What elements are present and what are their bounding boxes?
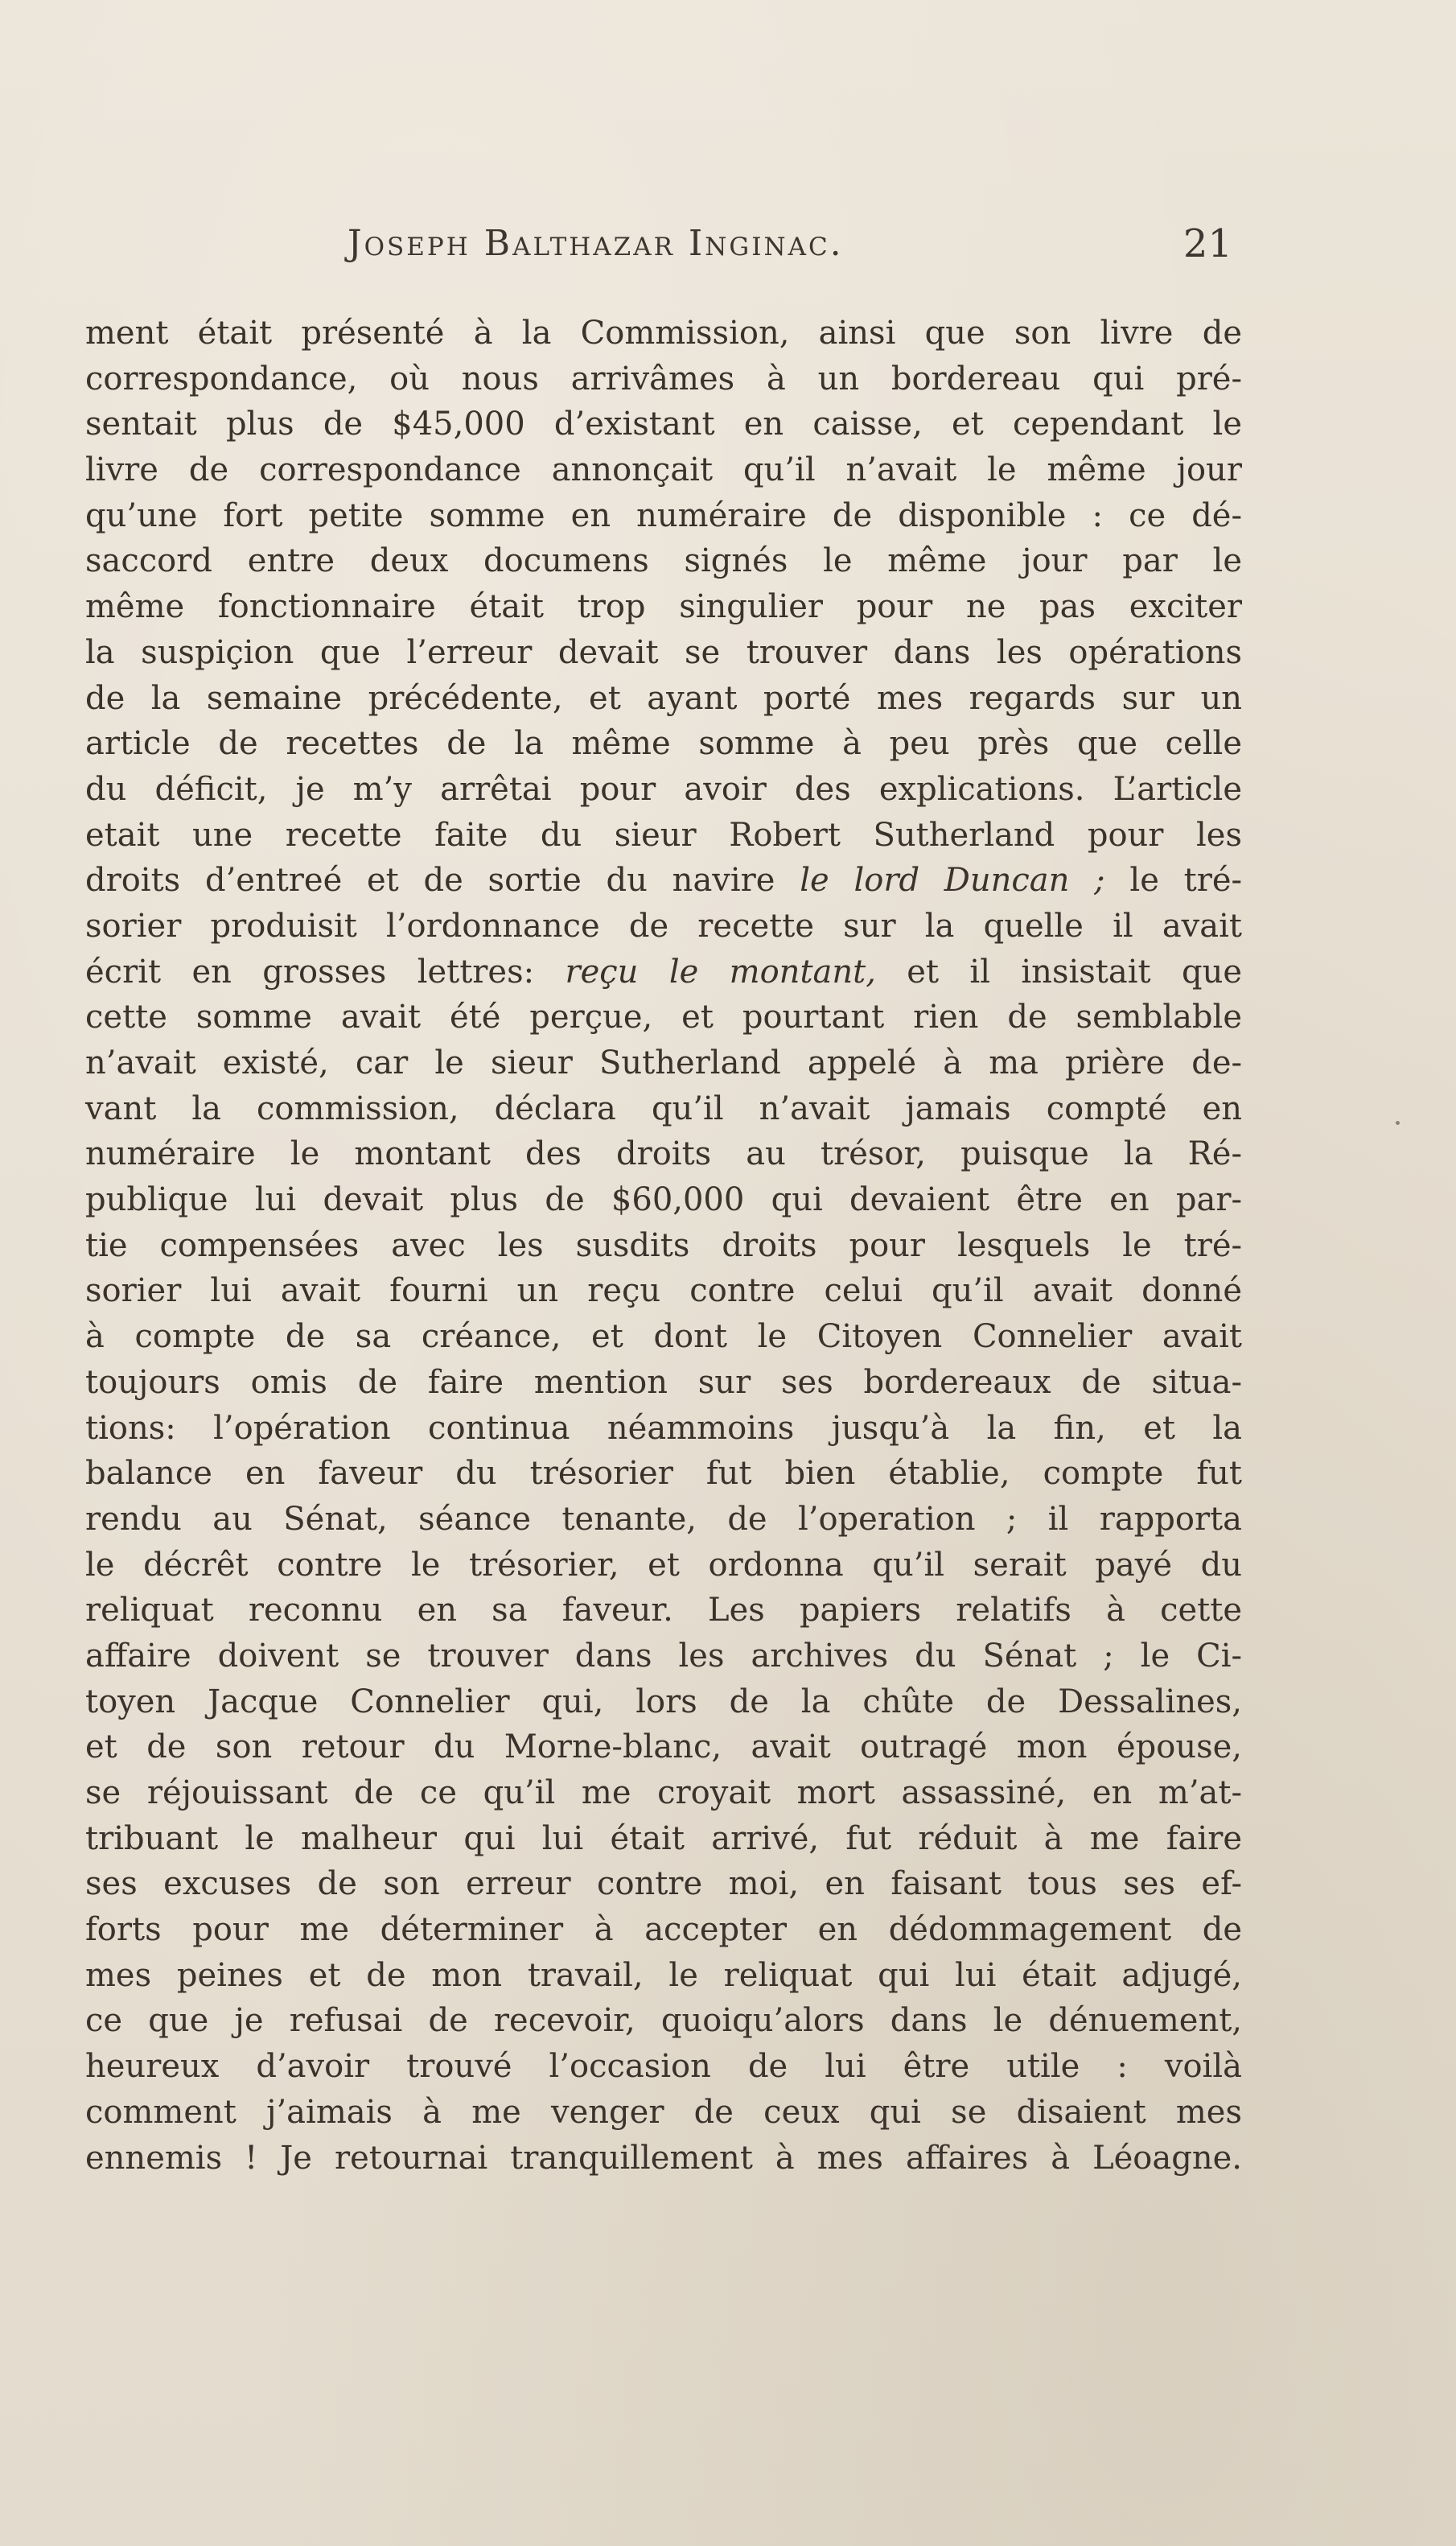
paper-speck	[1396, 1121, 1400, 1125]
text-line: saccord entre deux documens signés le même jour par le	[85, 542, 1242, 580]
running-head	[348, 216, 1232, 272]
text-line: publique lui devait plus de $60,000 qui devaient être en par-	[85, 1181, 1242, 1219]
text-line: même fonctionnaire était trop singulier pour ne pas exciter	[85, 588, 1242, 626]
text-line-final	[85, 2181, 1242, 2227]
text-line: du déficit, je m’y arrêtai pour avoir des explications. L’article	[85, 770, 1242, 808]
text-line: se réjouissant de ce qu’il me croyait mort assassiné, en m’at-	[85, 1774, 1242, 1811]
text-line: forts pour me déterminer à accepter en dédommagement de	[85, 1911, 1242, 1949]
text-line-with-italic	[85, 950, 1242, 995]
text-line: la suspiçion que l’erreur devait se trouver dans les opérations	[85, 633, 1242, 671]
text-segment: et il insistait que	[875, 953, 1242, 991]
text-line: et de son retour du Morne-blanc, avait outragé mon épouse,	[85, 1728, 1242, 1766]
ship-name-italic: le lord Duncan ;	[800, 862, 1105, 900]
text-line: de la semaine précédente, et ayant porté mes regards sur un	[85, 679, 1242, 717]
text-line-with-italic	[85, 858, 1242, 904]
text-line: à compte de sa créance, et dont le Citoyen Connelier avait	[85, 1318, 1242, 1356]
text-segment: droits d’entreé et de sortie du navire	[85, 862, 800, 900]
text-line: ses excuses de son erreur contre moi, en faisant tous ses ef-	[85, 1865, 1242, 1903]
text-line: le décrêt contre le trésorier, et ordonna qu’il serait payé du	[85, 1546, 1242, 1584]
text-line: tribuant le malheur qui lui était arrivé, fut réduit à me faire	[85, 1819, 1242, 1857]
text-line: etait une recette faite du sieur Robert Sutherland pour les	[85, 816, 1242, 854]
text-line: ce que je refusai de recevoir, quoiqu’alors dans le dénuement,	[85, 2002, 1242, 2040]
text-line: reliquat reconnu en sa faveur. Les papiers relatifs à cette	[85, 1592, 1242, 1629]
text-line: tions: l’opération continua néammoins jusqu’à la fin, et la	[85, 1409, 1242, 1447]
body-text	[85, 311, 1242, 2227]
text-line: correspondance, où nous arrivâmes à un bordereau qui pré-	[85, 360, 1242, 398]
text-segment: écrit en grosses lettres:	[85, 953, 566, 991]
text-line: sentait plus de $45,000 d’existant en caisse, et cependant le	[85, 406, 1242, 443]
text-line: article de recettes de la même somme à peu près que celle	[85, 725, 1242, 763]
text-line: mes peines et de mon travail, le reliquat qui lui était adjugé,	[85, 1956, 1242, 1994]
page-number: 21	[1182, 221, 1232, 266]
text-line: tie compensées avec les susdits droits pour lesquels le tré-	[85, 1226, 1242, 1264]
text-line: affaire doivent se trouver dans les archives du Sénat ; le Ci-	[85, 1637, 1242, 1675]
running-title: Joseph Balthazar Inginac.	[348, 223, 844, 264]
text-line: n’avait existé, car le sieur Sutherland appelé à ma prière de-	[85, 1044, 1242, 1081]
text-line: balance en faveur du trésorier fut bien établie, compte fut	[85, 1455, 1242, 1493]
text-line: toujours omis de faire mention sur ses bordereaux de situa-	[85, 1363, 1242, 1401]
text-line: livre de correspondance annonçait qu’il n’avait le même jour	[85, 451, 1242, 489]
receipt-phrase-italic: reçu le montant,	[565, 953, 876, 991]
text-line: toyen Jacque Connelier qui, lors de la chûte de Dessalines,	[85, 1683, 1242, 1720]
text-line: rendu au Sénat, séance tenante, de l’operation ; il rapporta	[85, 1500, 1242, 1538]
text-line: sorier lui avait fourni un reçu contre celui qu’il avait donné	[85, 1272, 1242, 1310]
text-line: ment était présenté à la Commission, ainsi que son livre de	[85, 315, 1242, 352]
text-line: sorier produisit l’ordonnance de recette sur la quelle il avait	[85, 907, 1242, 945]
text-segment: le tré-	[1104, 862, 1243, 900]
text-line: numéraire le montant des droits au trésor, puisque la Ré-	[85, 1135, 1242, 1173]
text-line: heureux d’avoir trouvé l’occasion de lui être utile : voilà	[85, 2048, 1242, 2086]
text-line: qu’une fort petite somme en numéraire de disponible : ce dé-	[85, 496, 1242, 534]
text-line: ennemis ! Je retournai tranquillement à mes affaires à Léoagne.	[85, 2139, 1242, 2177]
text-line: cette somme avait été perçue, et pourtant rien de semblable	[85, 999, 1242, 1036]
text-line: vant la commission, déclara qu’il n’avait jamais compté en	[85, 1090, 1242, 1127]
text-line: comment j’aimais à me venger de ceux qui se disaient mes	[85, 2093, 1242, 2131]
